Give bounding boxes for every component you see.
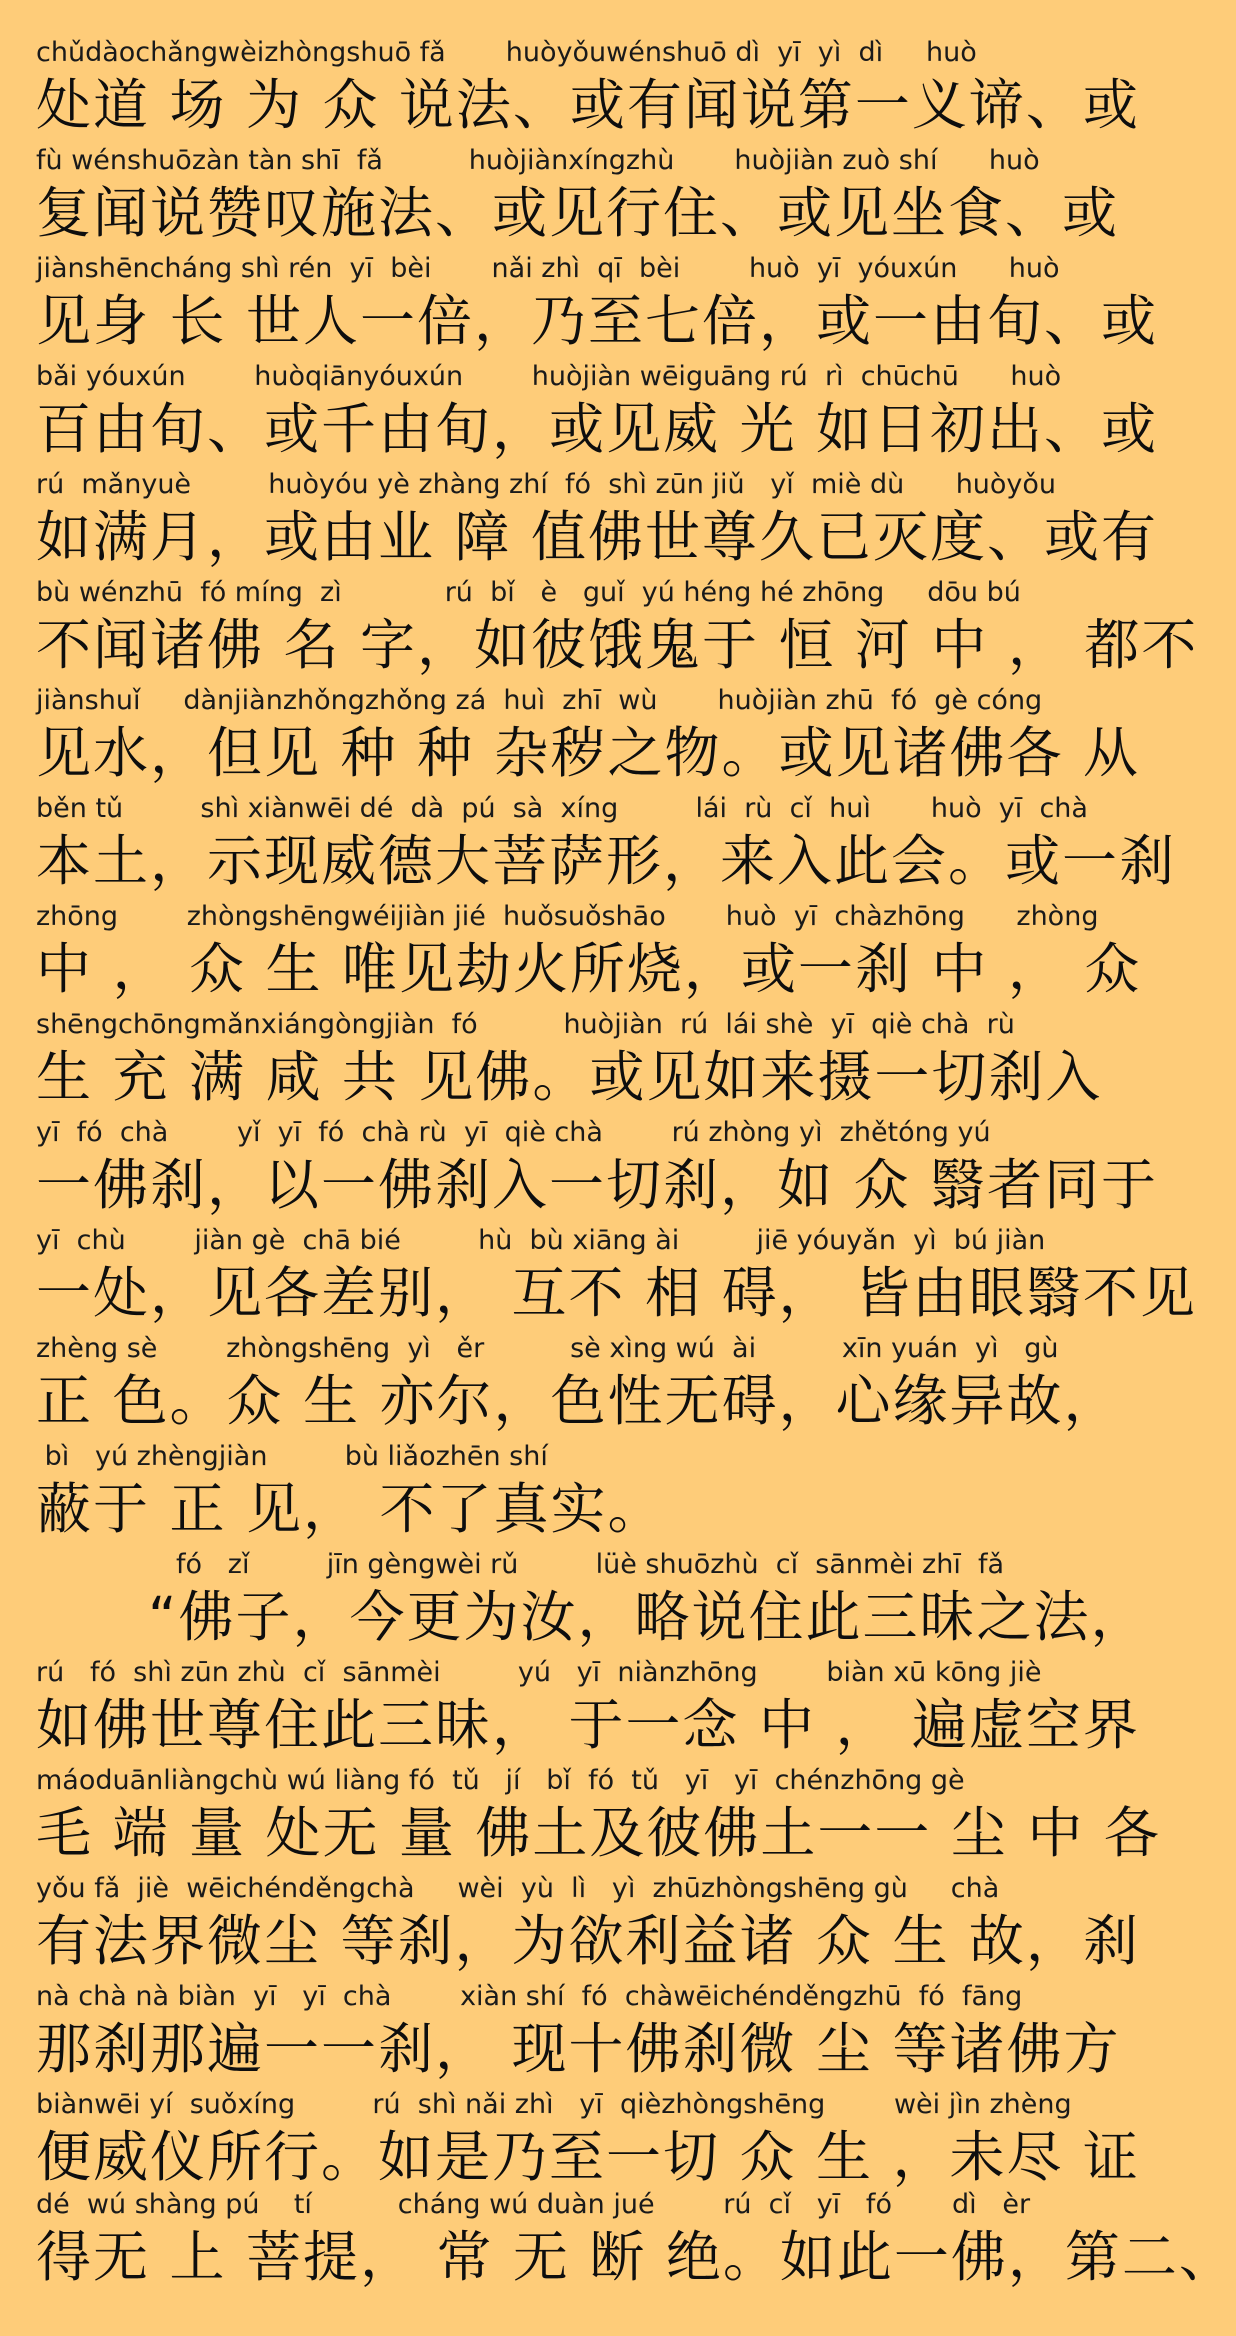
hanzi-row: 处道 场 为 众 说法、或有闻说第一义谛、或 <box>36 73 1140 137</box>
hanzi-row: 那刹那遍一一刹， 现十佛刹微 尘 等诸佛方 <box>36 2017 1121 2081</box>
pinyin-row: rú mǎnyuè huòyóu yè zhàng zhí fó shì zūn jiǔ yǐ miè dù huòyǒu <box>36 469 1057 500</box>
hanzi-row: 见身 长 世人一倍，乃至七倍，或一由旬、或 <box>36 289 1158 353</box>
hanzi-row: 有法界微尘 等刹，为欲利益诸 众 生 故，刹 <box>36 1909 1140 1973</box>
hanzi-row: 见水，但见 种 种 杂秽之物。或见诸佛各 从 <box>36 721 1140 785</box>
hanzi-row: 正 色。众 生 亦尔，色性无碍，心缘异故， <box>36 1369 1121 1433</box>
text-line <box>36 2186 1236 2336</box>
hanzi-row: 复闻说赞叹施法、或见行住、或见坐食、或 <box>36 181 1120 245</box>
pinyin-row: nà chà nà biàn yī yī chà xiàn shí fó chàwēichénděngzhū fó fāng <box>36 1981 1023 2012</box>
hanzi-row: 中 ， 众 生 唯见劫火所烧，或一刹 中 ， 众 <box>36 937 1142 1001</box>
hanzi-row: 百由旬、或千由旬，或见威 光 如日初出、或 <box>36 397 1158 461</box>
hanzi-row: 便威仪所行。如是乃至一切 众 生 ，未尽 证 <box>36 2125 1140 2189</box>
pinyin-row: biànwēi yí suǒxíng rú shì nǎi zhì yī qièzhòngshēng wèi jìn zhèng <box>36 2089 1072 2120</box>
pinyin-row: bì yú zhèngjiàn bù liǎozhēn shí <box>36 1441 548 1472</box>
pinyin-row: chǔdàochǎngwèizhòngshuō fǎ huòyǒuwénshuō dì yī yì dì huò <box>36 37 977 68</box>
pinyin-row: máoduānliàngchù wú liàng fó tǔ jí bǐ fó tǔ yī yī chénzhōng gè <box>36 1765 965 1796</box>
pinyin-row: rú fó shì zūn zhù cǐ sānmèi yú yī niànzhōng biàn xū kōng jiè <box>36 1657 1042 1688</box>
hanzi-row: 一处，见各差别， 互不 相 碍， 皆由眼翳不见 <box>36 1261 1197 1325</box>
pinyin-row: jiànshuǐ dànjiànzhǒngzhǒng zá huì zhī wù huòjiàn zhū fó gè cóng <box>36 685 1043 716</box>
pinyin-row: yī chù jiàn gè chā bié hù bù xiāng ài jiē yóuyǎn yì bú jiàn <box>36 1225 1046 1256</box>
pinyin-row: jiànshēncháng shì rén yī bèi nǎi zhì qī bèi huò yī yóuxún huò <box>36 253 1060 284</box>
hanzi-row: 毛 端 量 处无 量 佛土及彼佛土一一 尘 中 各 <box>36 1801 1161 1865</box>
pinyin-row: dé wú shàng pú tí cháng wú duàn jué rú cǐ yī fó dì èr <box>36 2189 1031 2220</box>
hanzi-row: 蔽于 正 见， 不了真实。 <box>36 1477 665 1541</box>
pinyin-row: bǎi yóuxún huòqiānyóuxún huòjiàn wēiguāng rú rì chūchū huò <box>36 361 1062 392</box>
hanzi-row: 本土，示现威德大菩萨形，来入此会。或一刹 <box>36 829 1177 893</box>
pinyin-row: yǒu fǎ jiè wēichénděngchà wèi yù lì yì zhūzhòngshēng gù chà <box>36 1873 1000 1904</box>
hanzi-row: 得无 上 菩提， 常 无 断 绝。如此一佛，第二、 <box>36 2225 1236 2289</box>
hanzi-row: 不闻诸佛 名 字，如彼饿鬼于 恒 河 中 ， 都不 <box>36 613 1199 677</box>
hanzi-row: 一佛刹，以一佛刹入一切刹，如 众 翳者同于 <box>36 1153 1158 1217</box>
hanzi-row: “佛子，今更为汝，略说住此三昧之法， <box>148 1585 1148 1649</box>
pinyin-row: fù wénshuōzàn tàn shī fǎ huòjiànxíngzhù huòjiàn zuò shí huò <box>36 145 1040 176</box>
pinyin-row: yī fó chà yǐ yī fó chà rù yī qiè chà rú zhòng yì zhětóng yú <box>36 1117 991 1148</box>
pinyin-row: bù wénzhū fó míng zì rú bǐ è guǐ yú héng hé zhōng dōu bú <box>36 577 1021 608</box>
hanzi-row: 生 充 满 咸 共 见佛。或见如来摄一切刹入 <box>36 1045 1103 1109</box>
pinyin-row: běn tǔ shì xiànwēi dé dà pú sà xíng lái rù cǐ huì huò yī chà <box>36 793 1088 824</box>
pinyin-row: shēngchōngmǎnxiángòngjiàn fó huòjiàn rú lái shè yī qiè chà rù <box>36 1009 1015 1040</box>
hanzi-row: 如佛世尊住此三昧， 于一念 中 ， 遍虚空界 <box>36 1693 1140 1757</box>
hanzi-row: 如满月，或由业 障 值佛世尊久已灭度、或有 <box>36 505 1158 569</box>
pinyin-row: zhōng zhòngshēngwéijiàn jié huǒsuǒshāo huò yī chàzhōng zhòng <box>36 901 1099 932</box>
pinyin-row: zhèng sè zhòngshēng yì ěr sè xìng wú ài xīn yuán yì gù <box>36 1333 1059 1364</box>
pinyin-row: fó zǐ jīn gèngwèi rǔ lüè shuōzhù cǐ sānmèi zhī fǎ <box>176 1549 1005 1580</box>
